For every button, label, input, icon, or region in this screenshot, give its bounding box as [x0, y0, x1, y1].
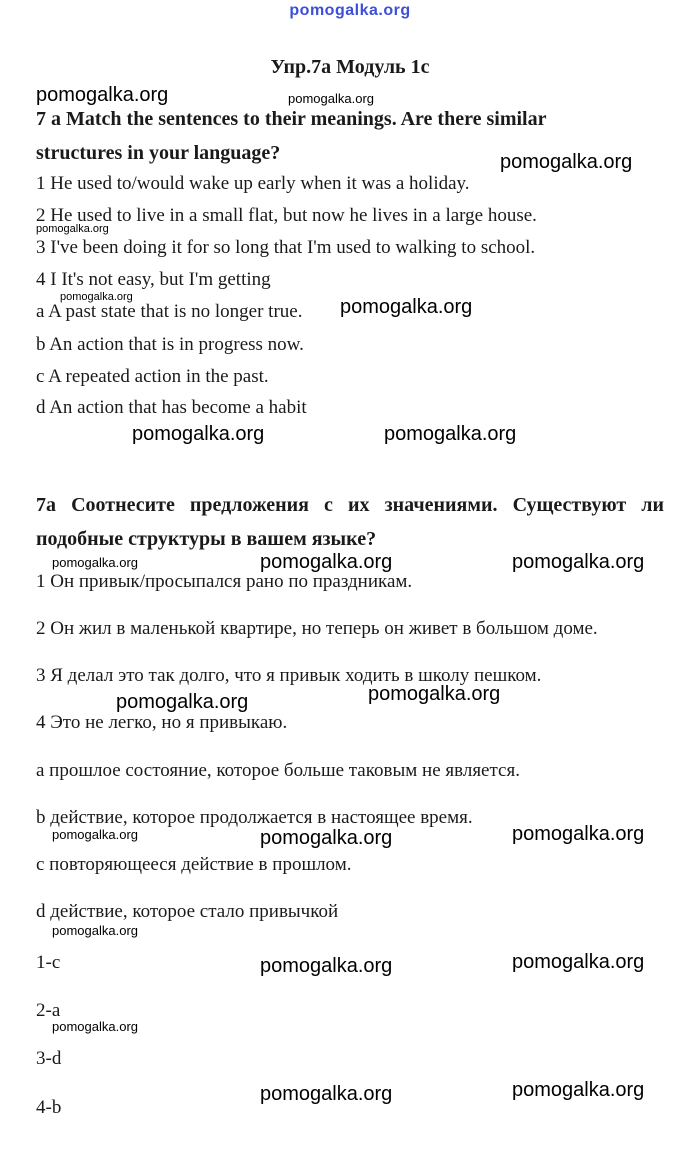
answer-1: 1-c: [36, 952, 61, 973]
watermark: pomogalka.org: [512, 551, 645, 573]
watermark: pomogalka.org: [260, 827, 393, 849]
answer-2: 2-a: [36, 1000, 61, 1021]
english-sentence-4: 4 I It's not easy, but I'm getting: [36, 269, 271, 290]
watermark: pomogalka.org: [384, 423, 517, 445]
page-title: Упр.7а Модуль 1с: [270, 56, 430, 78]
english-meaning-a: a A past state that is no longer true.: [36, 301, 303, 322]
russian-meaning-b: b действие, которое продолжается в настоящее время.: [36, 807, 473, 828]
watermark: pomogalka.org: [52, 1019, 138, 1034]
watermark: pomogalka.org: [260, 1083, 393, 1105]
watermark: pomogalka.org: [512, 823, 645, 845]
english-sentence-2: 2 He used to live in a small flat, but now he lives in a large house.: [36, 205, 537, 226]
watermark: pomogalka.org: [260, 955, 393, 977]
english-meaning-c: c A repeated action in the past.: [36, 366, 269, 387]
watermark: pomogalka.org: [52, 923, 138, 938]
english-sentence-1: 1 He used to/would wake up early when it was a holiday.: [36, 173, 470, 194]
watermark: pomogalka.org: [260, 551, 393, 573]
russian-sentence-1: 1 Он привык/просыпался рано по праздникам.: [36, 571, 413, 592]
english-sentence-3: 3 I've been doing it for so long that I'm used to walking to school.: [36, 237, 536, 258]
answer-3: 3-d: [36, 1048, 62, 1069]
watermark: pomogalka.org: [52, 555, 138, 570]
russian-sentence-2: 2 Он жил в маленькой квартире, но теперь он живет в большом доме.: [36, 618, 598, 639]
english-heading-line-2: structures in your language?: [36, 142, 281, 164]
watermark: pomogalka.org: [60, 291, 133, 303]
english-meaning-b: b An action that is in progress now.: [36, 334, 304, 355]
russian-meaning-d: d действие, которое стало привычкой: [36, 901, 339, 922]
watermark: pomogalka.org: [500, 151, 633, 173]
watermark: pomogalka.org: [116, 691, 249, 713]
site-header-link[interactable]: pomogalka.org: [289, 2, 411, 19]
english-meaning-d: d An action that has become a habit: [36, 397, 307, 418]
watermark: pomogalka.org: [36, 223, 109, 235]
watermark: pomogalka.org: [288, 91, 374, 106]
russian-sentence-4: 4 Это не легко, но я привыкаю.: [36, 712, 288, 733]
russian-meaning-c: c повторяющееся действие в прошлом.: [36, 854, 352, 875]
answer-4: 4-b: [36, 1097, 62, 1118]
watermark: pomogalka.org: [512, 1079, 645, 1101]
russian-sentence-3: 3 Я делал это так долго, что я привык ходить в школу пешком.: [36, 665, 542, 686]
watermark: pomogalka.org: [340, 296, 473, 318]
russian-heading: 7a Соотнесите предложения с их значениями. Существуют ли подобные структуры в вашем языке?: [36, 494, 664, 550]
watermark: pomogalka.org: [36, 84, 169, 106]
watermark: pomogalka.org: [52, 827, 138, 842]
english-heading-line-1: 7 a Match the sentences to their meanings. Are there similar: [36, 108, 547, 130]
watermark: pomogalka.org: [132, 423, 265, 445]
russian-meaning-a: a прошлое состояние, которое больше таковым не является.: [36, 760, 520, 781]
watermark: pomogalka.org: [368, 683, 501, 705]
watermark: pomogalka.org: [512, 951, 645, 973]
